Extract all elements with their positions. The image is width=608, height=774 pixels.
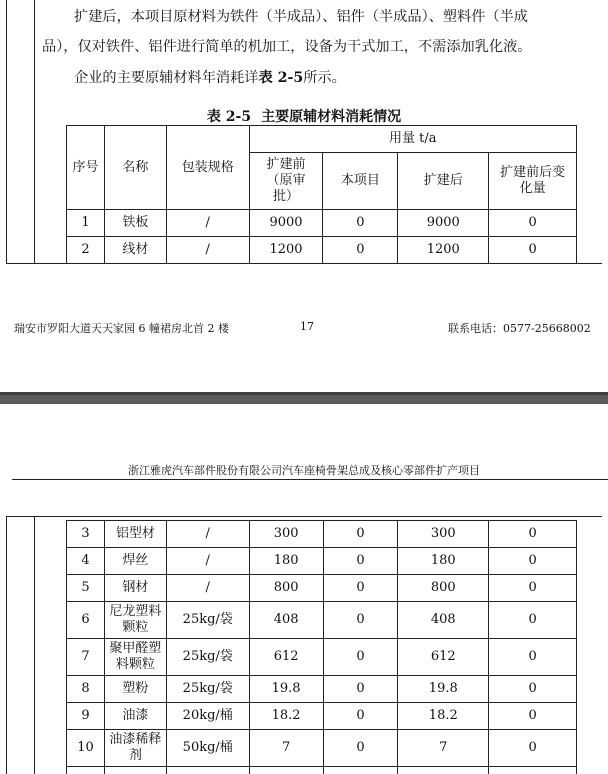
cell-project: 0: [323, 237, 398, 264]
cell-pack: 20kg/桶: [166, 703, 249, 730]
cell-empty: [323, 767, 398, 774]
cell-name-line: 油漆: [122, 708, 149, 723]
cell-seq: 5: [67, 575, 105, 602]
cell-name-line: 铝型材: [115, 526, 155, 541]
table-row: [67, 703, 577, 730]
cell-project: 0: [323, 210, 398, 237]
cell-name-line: 颗粒: [122, 620, 149, 635]
cell-pack: /: [166, 237, 249, 264]
cell-change: 0: [489, 730, 577, 767]
cell-change: 0: [489, 521, 577, 548]
cell-name: [104, 602, 166, 639]
cell-seq: 6: [67, 602, 105, 639]
header-pack: 包装规格: [166, 126, 249, 210]
page-border-left: [6, 516, 7, 774]
table-row: [67, 521, 577, 548]
header-name: 名称: [104, 126, 166, 210]
cell-before: 300: [249, 521, 323, 548]
header-change: [489, 153, 577, 210]
cell-project: 0: [323, 639, 398, 676]
table-reference: 表 2-5: [258, 70, 304, 86]
cell-pack: /: [166, 575, 249, 602]
cell-empty: [489, 767, 577, 774]
cell-after: 9000: [398, 210, 489, 237]
header-seq: 序号: [67, 126, 105, 210]
cell-seq: 9: [67, 703, 105, 730]
table-caption-title: 主要原辅材料消耗情况: [261, 109, 402, 125]
cell-change: 0: [489, 548, 577, 575]
cell-empty: [249, 767, 323, 774]
cell-empty: [67, 767, 105, 774]
table-row: [67, 210, 577, 237]
cell-before: 9000: [249, 210, 323, 237]
cell-seq: 7: [67, 639, 105, 676]
table-body: [67, 521, 577, 774]
cell-project: 0: [323, 730, 398, 767]
cell-project: 0: [323, 548, 398, 575]
cell-name-line: 料颗粒: [115, 657, 155, 672]
cell-seq: 2: [67, 237, 105, 264]
cell-name: [104, 703, 166, 730]
materials-table: [66, 125, 577, 264]
cell-project: 0: [323, 602, 398, 639]
cell-after: 19.8: [398, 676, 489, 703]
cell-change: 0: [489, 575, 577, 602]
materials-table-continued: [66, 520, 577, 774]
cell-change: 0: [489, 703, 577, 730]
table-row: [67, 237, 577, 264]
footer-address: 瑞安市罗阳大道天天家园 6 幢裙房北首 2 楼: [14, 322, 229, 335]
paragraph-text-end: 所示。: [303, 70, 346, 86]
cell-name-line: 聚甲醛塑: [109, 641, 162, 656]
paragraph-line-3: [74, 68, 346, 88]
cell-empty: [398, 767, 489, 774]
table-row: [67, 548, 577, 575]
header-change-line: 化量: [519, 181, 546, 196]
header-change-line: 扩建前后变: [500, 165, 566, 180]
cell-name: [104, 730, 166, 767]
cell-name: [104, 548, 166, 575]
cell-empty: [166, 767, 249, 774]
footer-page-number: 17: [300, 320, 314, 333]
document-page-18: [0, 404, 608, 774]
cell-before: 18.2: [249, 703, 323, 730]
header-before-line: 扩建前: [266, 157, 306, 172]
cell-before: 800: [249, 575, 323, 602]
table-row: [67, 730, 577, 767]
cell-pack: 25kg/袋: [166, 602, 249, 639]
header-usage: 用量 t/a: [249, 126, 576, 153]
cell-after: 7: [398, 730, 489, 767]
cell-change: 0: [489, 237, 577, 264]
cell-before: 19.8: [249, 676, 323, 703]
cell-pack: /: [166, 548, 249, 575]
cell-pack: 25kg/袋: [166, 676, 249, 703]
cell-after: 800: [398, 575, 489, 602]
cell-before: 612: [249, 639, 323, 676]
cell-after: 408: [398, 602, 489, 639]
cell-name-line: 塑粉: [122, 681, 149, 696]
cell-change: 0: [489, 639, 577, 676]
header-project: 本项目: [323, 153, 398, 210]
cell-name: 线材: [104, 237, 166, 264]
table-row: [67, 602, 577, 639]
header-before-line: （原审: [266, 173, 306, 188]
cell-empty: [104, 767, 166, 774]
cell-after: 1200: [398, 237, 489, 264]
cell-pack: 50kg/桶: [166, 730, 249, 767]
page-header: 浙江雅虎汽车部件股份有限公司汽车座椅骨架总成及核心零部件扩产项目: [128, 464, 480, 477]
cell-seq: 4: [67, 548, 105, 575]
cell-name: [104, 521, 166, 548]
cell-name-line: 剂: [128, 748, 142, 763]
cell-seq: 3: [67, 521, 105, 548]
cell-project: 0: [323, 575, 398, 602]
cell-change: 0: [489, 602, 577, 639]
cell-name: [104, 676, 166, 703]
cell-name-line: 钢材: [122, 580, 149, 595]
cell-before: 408: [249, 602, 323, 639]
cell-name: [104, 639, 166, 676]
cell-seq: 1: [67, 210, 105, 237]
cell-change: 0: [489, 676, 577, 703]
header-before: [249, 153, 323, 210]
cell-after: 180: [398, 548, 489, 575]
paragraph-line-2: 品），仅对铁件、铝件进行简单的机加工，设备为干式加工，不需添加乳化液。: [42, 39, 532, 55]
cell-project: 0: [323, 703, 398, 730]
cell-name-line: 尼龙塑料: [109, 604, 162, 619]
table-caption: [0, 106, 608, 126]
table-header-row: [67, 126, 577, 153]
header-before-line: 批）: [273, 189, 300, 204]
cell-name-line: 焊丝: [122, 553, 149, 568]
cell-after: 300: [398, 521, 489, 548]
footer-phone: 联系电话：0577-25668002: [448, 322, 591, 335]
page-border-inner: [34, 516, 35, 774]
page-border-left: [6, 0, 7, 263]
cell-after: 18.2: [398, 703, 489, 730]
table-caption-number: 表 2-5: [206, 109, 252, 125]
cell-change: 0: [489, 210, 577, 237]
cell-name-line: 油漆稀释: [109, 732, 162, 747]
cell-after: 612: [398, 639, 489, 676]
page-separator: [0, 392, 608, 404]
cell-seq: 8: [67, 676, 105, 703]
paragraph-text: 企业的主要原辅材料年消耗详: [74, 70, 259, 86]
cell-project: 0: [323, 676, 398, 703]
cell-name: 铁板: [104, 210, 166, 237]
header-rule: [12, 479, 608, 480]
cell-pack: /: [166, 521, 249, 548]
page-border-inner: [34, 0, 35, 263]
cell-project: 0: [323, 521, 398, 548]
cell-pack: 25kg/袋: [166, 639, 249, 676]
table-row: [67, 639, 577, 676]
cell-pack: /: [166, 210, 249, 237]
cell-before: 1200: [249, 237, 323, 264]
cell-seq: 10: [67, 730, 105, 767]
cell-name: [104, 575, 166, 602]
cell-before: 7: [249, 730, 323, 767]
paragraph-line-1: 扩建后，本项目原材料为铁件（半成品）、铝件（半成品）、塑料件（半成: [74, 9, 528, 25]
table-row: [67, 575, 577, 602]
cell-before: 180: [249, 548, 323, 575]
header-after: 扩建后: [398, 153, 489, 210]
table-row: [67, 676, 577, 703]
page-border-top: [6, 516, 602, 517]
table-row-partial: [67, 767, 577, 774]
